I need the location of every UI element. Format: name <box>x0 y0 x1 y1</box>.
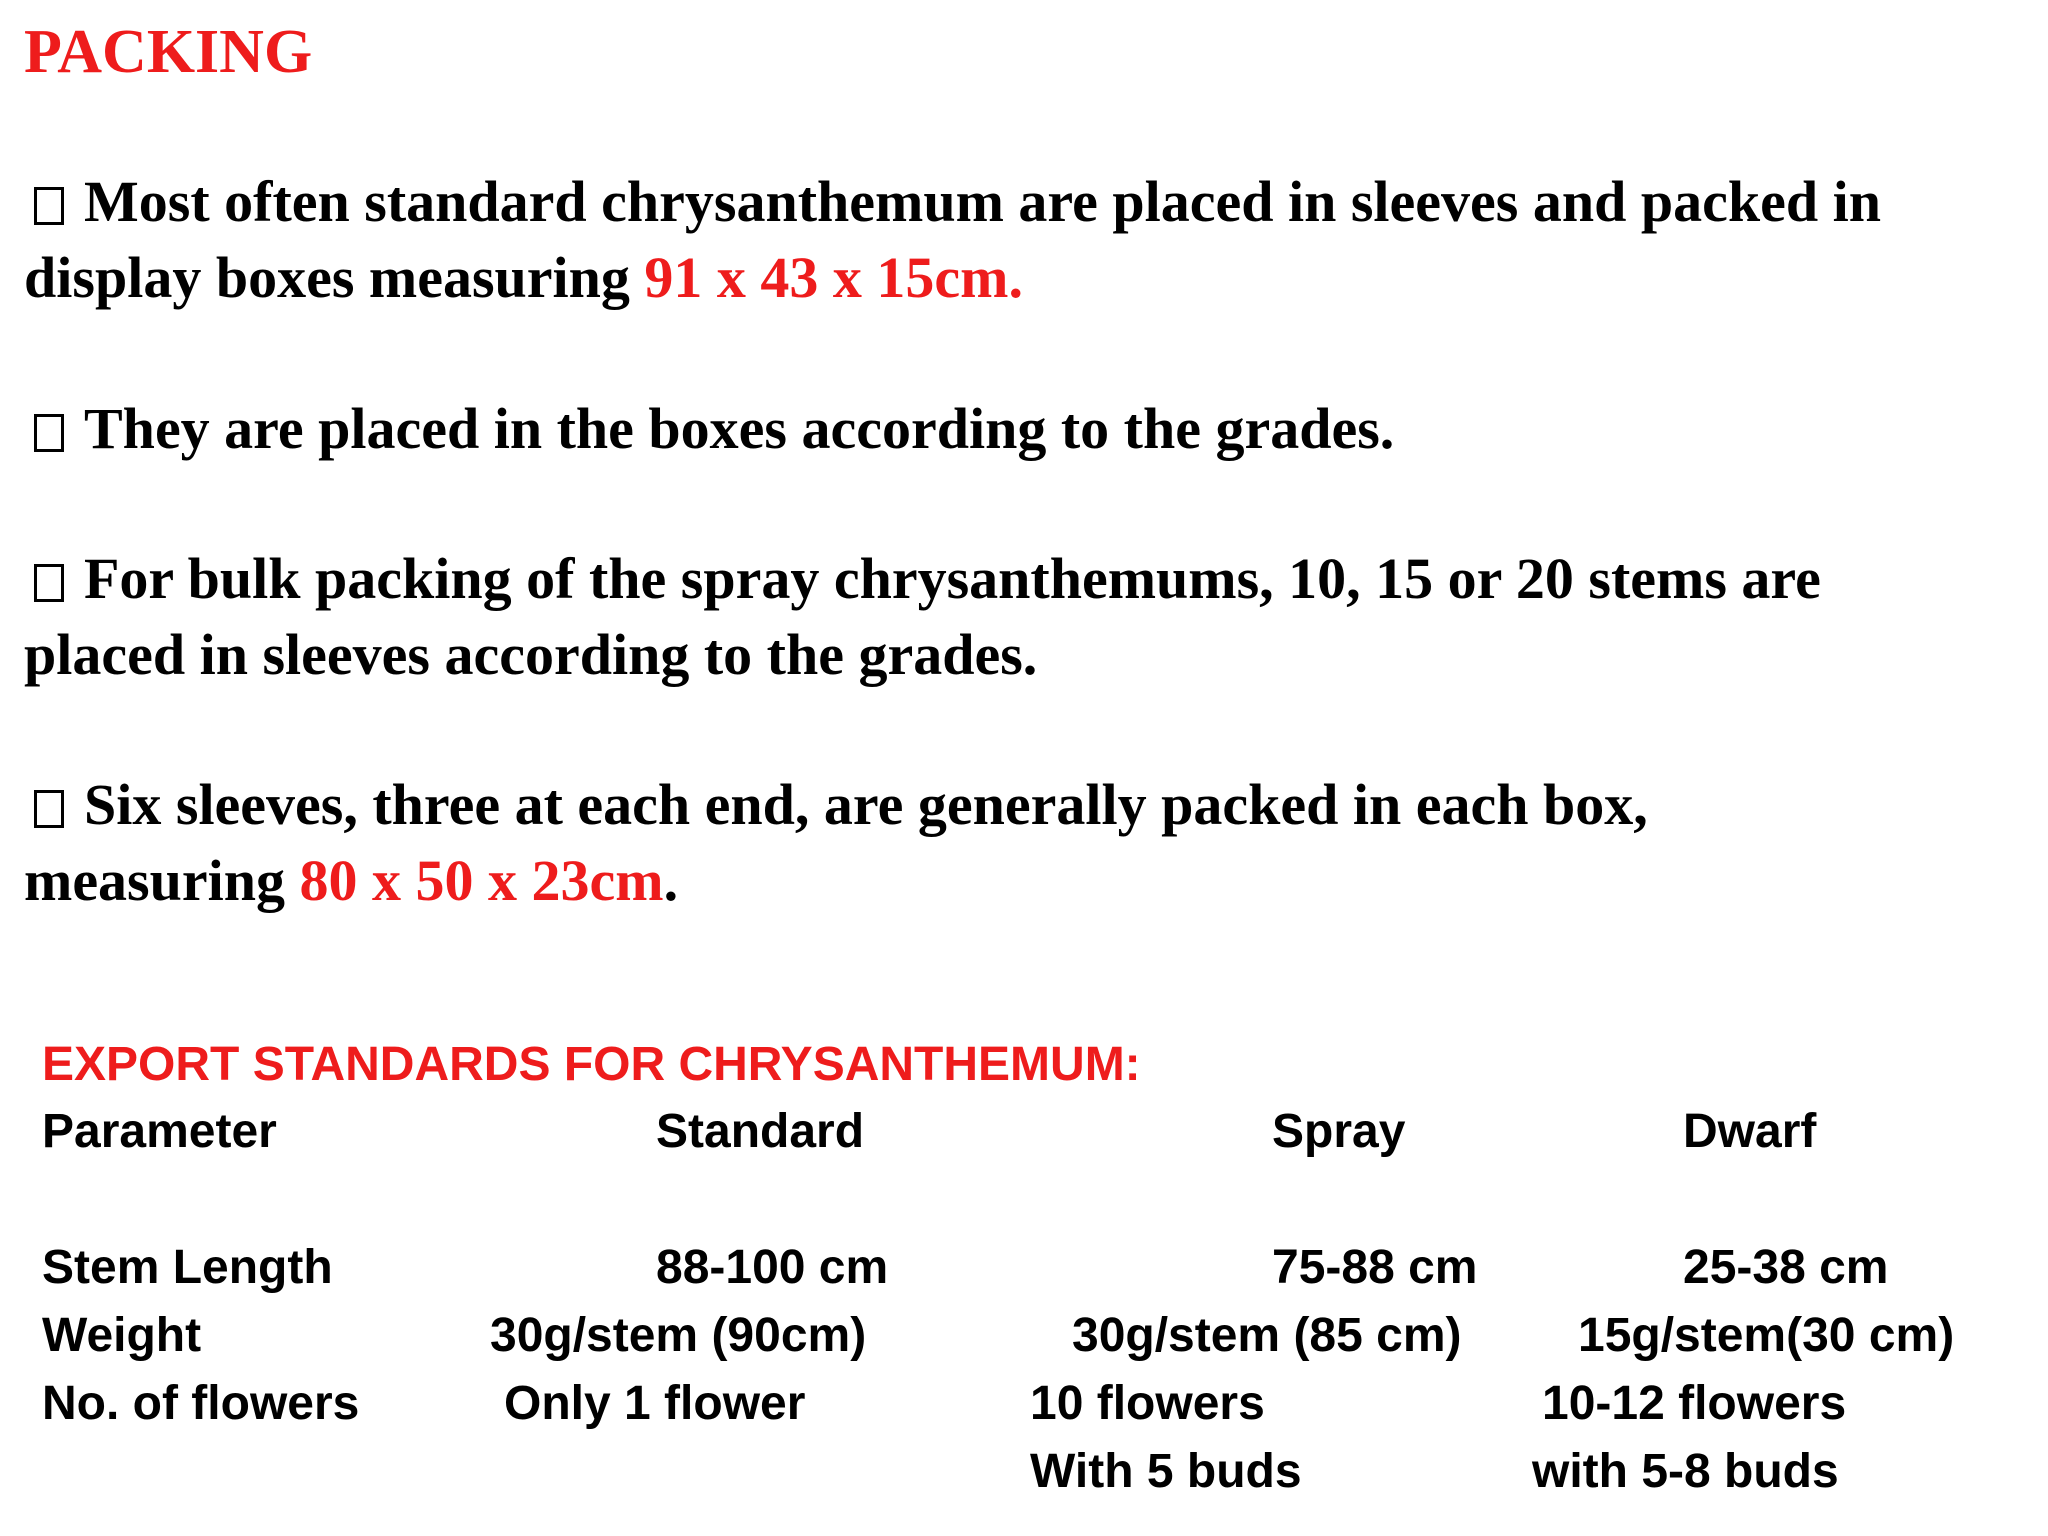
bullet-1-line-1: Most often standard chrysanthemum are placed in sleeves and packed in <box>84 169 1881 234</box>
row-buds-spray: With 5 buds <box>1030 1445 1302 1498</box>
row-buds-dwarf: with 5-8 buds <box>1532 1445 1839 1498</box>
bullet-1 <box>24 164 2034 316</box>
bullet-1-line-2: display boxes measuring <box>24 245 645 310</box>
bullet-box-icon <box>34 187 64 225</box>
bullet-3-line-2: placed in sleeves according to the grades. <box>24 622 1038 687</box>
bullet-box-icon <box>34 414 64 452</box>
row-weight-spray: 30g/stem (85 cm) <box>1072 1309 1462 1362</box>
bullet-1-dimensions: 91 x 43 x 15cm. <box>644 245 1023 310</box>
header-dwarf: Dwarf <box>1683 1105 1817 1158</box>
row-flowers-standard: Only 1 flower <box>504 1377 806 1430</box>
bullet-3-line-1: For bulk packing of the spray chrysanthemums, 10, 15 or 20 stems are <box>84 546 1821 611</box>
bullet-4-line-1: Six sleeves, three at each end, are generally packed in each box, <box>84 772 1648 837</box>
bullet-box-icon <box>34 790 64 828</box>
row-stem-length-spray: 75-88 cm <box>1272 1241 1478 1294</box>
row-stem-length-label: Stem Length <box>42 1241 333 1294</box>
bullet-3 <box>24 541 2034 693</box>
row-weight-dwarf: 15g/stem(30 cm) <box>1578 1309 1955 1362</box>
header-parameter: Parameter <box>42 1105 277 1158</box>
bullet-2 <box>24 391 2034 467</box>
row-stem-length-dwarf: 25-38 cm <box>1683 1241 1889 1294</box>
row-weight-standard: 30g/stem (90cm) <box>490 1309 867 1362</box>
row-flowers-spray: 10 flowers <box>1030 1377 1265 1430</box>
row-flowers-label: No. of flowers <box>42 1377 360 1430</box>
bullet-2-line-1: They are placed in the boxes according to the grades. <box>84 396 1395 461</box>
bullet-4-dimensions: 80 x 50 x 23cm <box>299 848 664 913</box>
header-spray: Spray <box>1272 1105 1406 1158</box>
row-weight-label: Weight <box>42 1309 202 1362</box>
export-standards-title: EXPORT STANDARDS FOR CHRYSANTHEMUM: <box>42 1038 1141 1091</box>
bullet-box-icon <box>34 564 64 602</box>
page-title: PACKING <box>24 18 313 86</box>
bullet-4-line-2: measuring <box>24 848 300 913</box>
bullet-4 <box>24 767 2034 919</box>
row-flowers-dwarf: 10-12 flowers <box>1542 1377 1847 1430</box>
bullet-4-period: . <box>663 848 679 913</box>
row-stem-length-standard: 88-100 cm <box>656 1241 889 1294</box>
header-standard: Standard <box>656 1105 865 1158</box>
